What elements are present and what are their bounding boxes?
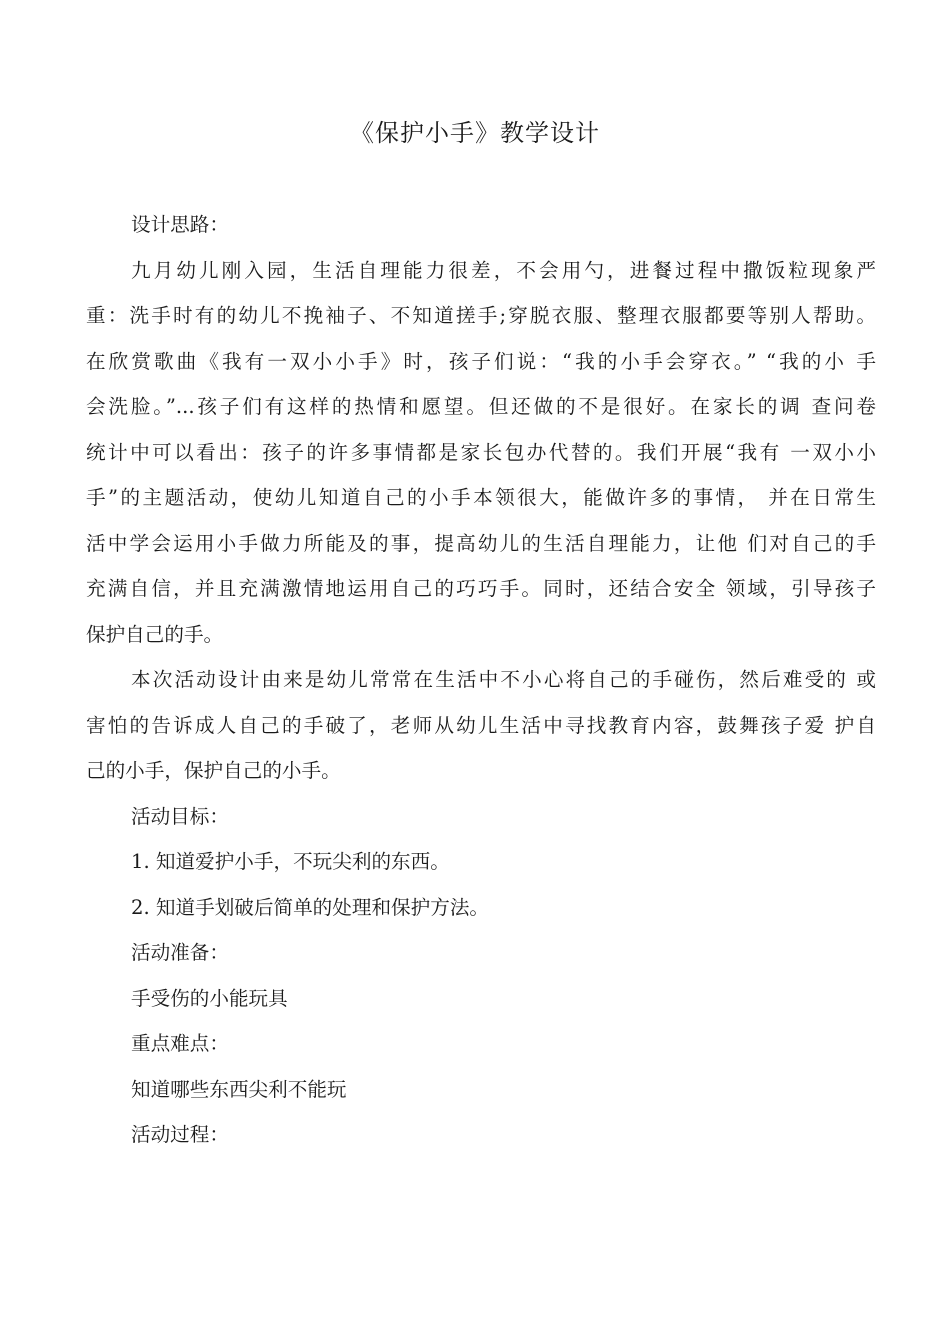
key-text: 知道哪些东西尖利不能玩	[131, 1077, 347, 1101]
paragraph-line: 害怕的告诉成人自己的手破了，老师从幼儿生活中寻找教育内容，鼓舞孩子爱 护自	[86, 713, 876, 737]
document-body	[86, 202, 876, 1158]
paragraph-line: 本次活动设计由来是幼儿常常在生活中不小心将自己的手碰伤，然后难受的 或	[131, 668, 876, 691]
goal-item-2: 2. 知道手划破后简单的处理和保护方法。	[131, 895, 490, 919]
paragraph-design-2	[86, 657, 876, 794]
paragraph-line: 会洗脸。”...孩子们有这样的热情和愿望。但还做的不是很好。在家长的调 查问卷	[86, 395, 876, 418]
paragraph-line: 活中学会运用小手做力所能及的事，提高幼儿的生活自理能力，让他 们对自己的手	[86, 531, 876, 555]
document-title: 《保护小手》教学设计	[350, 119, 600, 147]
paragraph-line: 在欣赏歌曲《我有一双小小手》时，孩子们说：“我的小手会穿衣。” “我的小 手	[86, 349, 876, 373]
paragraph-design-1	[86, 248, 876, 658]
paragraph-line: 保护自己的手。	[86, 622, 224, 646]
design-heading: 设计思路：	[131, 213, 229, 236]
goal-item-1: 1. 知道爱护小手，不玩尖利的东西。	[131, 850, 450, 873]
goals-heading: 活动目标：	[131, 804, 229, 828]
paragraph-line: 九月幼儿刚入园，生活自理能力很差，不会用勺，进餐过程中撒饭粒现象严	[131, 258, 876, 282]
prep-heading: 活动准备：	[131, 941, 229, 964]
prep-text: 手受伤的小能玩具	[131, 986, 288, 1010]
paragraph-line: 统计中可以看出：孩子的许多事情都是家长包办代替的。我们开展“我有 一双小小	[86, 440, 876, 464]
paragraph-line: 重：洗手时有的幼儿不挽袖子、不知道搓手;穿脱衣服、整理衣服都要等别人帮助。	[86, 304, 876, 327]
process-heading: 活动过程：	[131, 1123, 229, 1146]
paragraph-line: 己的小手，保护自己的小手。	[86, 759, 341, 782]
paragraph-line: 手”的主题活动，使幼儿知道自己的小手本领很大，能做许多的事情， 并在日常生	[86, 486, 876, 509]
paragraph-line: 充满自信，并且充满激情地运用自己的巧巧手。同时，还结合安全 领域，引导孩子	[86, 577, 876, 600]
key-heading: 重点难点：	[131, 1032, 229, 1055]
